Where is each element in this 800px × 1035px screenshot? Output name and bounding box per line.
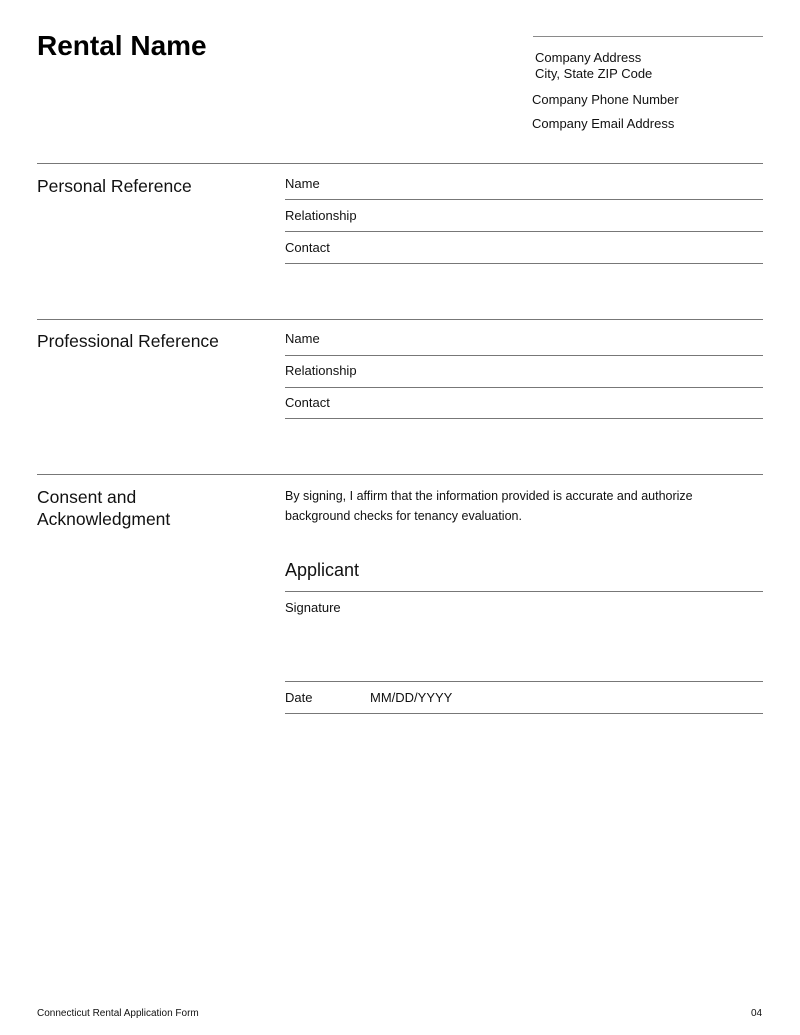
footer-form-name: Connecticut Rental Application Form [37,1008,199,1019]
professional-contact-field[interactable] [285,418,763,419]
signature-label: Signature [285,600,341,615]
professional-reference-title: Professional Reference [37,331,219,351]
consent-divider [37,474,763,475]
personal-name-label: Name [285,176,320,191]
footer-page-number: 04 [751,1008,763,1019]
personal-relationship-label: Relationship [285,208,357,223]
date-rule [285,713,763,714]
company-address: Company Address [535,50,642,65]
company-email: Company Email Address [532,116,675,131]
date-label: Date [285,690,313,705]
applicant-heading: Applicant [285,560,360,580]
date-field[interactable]: MM/DD/YYYY [370,690,453,705]
personal-contact-field[interactable] [285,263,763,264]
signature-field[interactable] [285,620,763,680]
personal-reference-title: Personal Reference [37,176,192,196]
signature-rule [285,681,763,682]
header-divider [533,36,763,37]
company-phone: Company Phone Number [532,92,679,107]
professional-name-field[interactable] [285,355,763,356]
rental-name-title: Rental Name [37,30,207,61]
professional-reference-divider [37,319,763,320]
company-city-state-zip: City, State ZIP Code [535,66,653,81]
consent-paragraph [285,486,755,526]
consent-title-line2: Acknowledgment [37,509,171,529]
professional-relationship-label: Relationship [285,363,357,378]
consent-title-line1: Consent and [37,487,137,507]
applicant-divider [285,591,763,592]
professional-relationship-field[interactable] [285,387,763,388]
personal-relationship-field[interactable] [285,231,763,232]
personal-contact-label: Contact [285,240,330,255]
consent-paragraph-line1: By signing, I affirm that the information provided is accurate and authorize [285,489,693,503]
consent-paragraph-line2: background checks for tenancy evaluation. [285,509,522,523]
personal-name-field[interactable] [285,199,763,200]
professional-name-label: Name [285,331,320,346]
professional-contact-label: Contact [285,395,330,410]
personal-reference-divider [37,163,763,164]
